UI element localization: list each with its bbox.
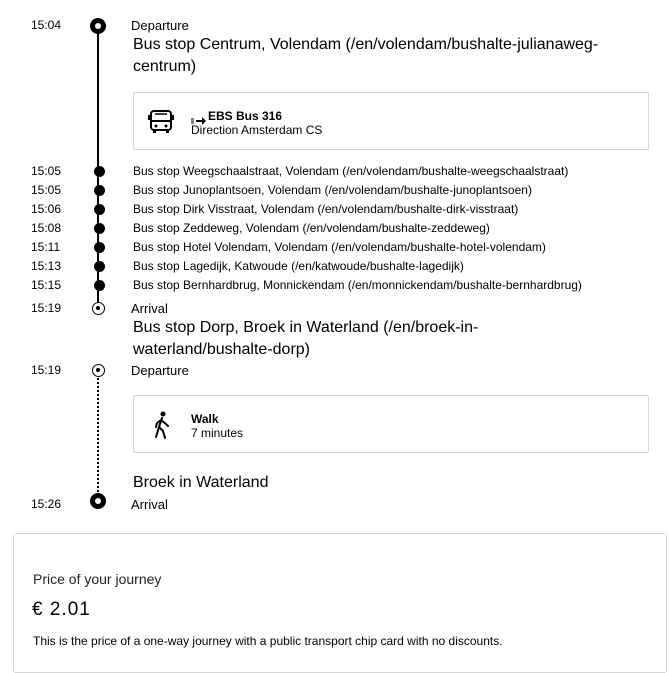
intermediate-stop-marker	[94, 280, 105, 291]
intermediate-stop-name[interactable]: Bus stop Lagedijk, Katwoude (/en/katwoude/bushalte-lagedijk)	[133, 259, 464, 273]
intermediate-stop-marker	[94, 204, 105, 215]
departure-time: 15:04	[31, 18, 62, 32]
transfer-departure-time: 15:19	[31, 363, 62, 377]
intermediate-stop-name[interactable]: Bus stop Weegschaalstraat, Volendam (/en/volendam/bushalte-weegschaalstraat)	[133, 164, 569, 178]
transfer-departure-marker	[92, 364, 105, 377]
intermediate-stop-marker	[94, 223, 105, 234]
intermediate-stop-time: 15:15	[31, 278, 62, 292]
intermediate-stop-time: 15:06	[31, 202, 62, 216]
intermediate-stop-name[interactable]: Bus stop Junoplantsoen, Volendam (/en/volendam/bushalte-junoplantsoen)	[133, 183, 532, 197]
intermediate-stop-name[interactable]: Bus stop Zeddeweg, Volendam (/en/volendam/bushalte-zeddeweg)	[133, 221, 490, 235]
price-panel	[13, 533, 667, 673]
transfer-arrival-marker	[92, 302, 105, 315]
bus-line-name: EBS Bus 316	[208, 109, 283, 123]
departure-stop-name[interactable]: Bus stop Centrum, Volendam (/en/volendam/bushalte-julianaweg-centrum)	[133, 36, 599, 75]
departure-label: Departure	[131, 18, 189, 33]
bus-direction: Direction Amsterdam CS	[191, 123, 323, 137]
intermediate-stop-time: 15:05	[31, 164, 62, 178]
intermediate-stop-marker	[94, 185, 105, 196]
transfer-stop-name[interactable]: Bus stop Dorp, Broek in Waterland (/en/broek-in-waterland/bushalte-dorp)	[133, 319, 479, 358]
intermediate-stop-name[interactable]: Bus stop Hotel Volendam, Volendam (/en/volendam/bushalte-hotel-volendam)	[133, 240, 546, 254]
transfer-arrival-time: 15:19	[31, 301, 62, 315]
destination-label: Arrival	[131, 497, 168, 512]
intermediate-stop-marker	[94, 166, 105, 177]
intermediate-stop-marker	[94, 242, 105, 253]
bus-icon	[148, 109, 174, 135]
price-amount: € 2.01	[32, 599, 91, 620]
ebs-arrow-icon	[191, 112, 206, 120]
intermediate-stop-marker	[94, 261, 105, 272]
intermediate-stop-time: 15:05	[31, 183, 62, 197]
intermediate-stop-name[interactable]: Bus stop Dirk Visstraat, Volendam (/en/volendam/bushalte-dirk-visstraat)	[133, 202, 519, 216]
price-heading: Price of your journey	[33, 571, 162, 587]
price-note: This is the price of a one-way journey with a public transport chip card with no discounts.	[33, 634, 503, 648]
walk-leg-card[interactable]	[133, 395, 649, 453]
timeline-walk-line	[97, 378, 99, 500]
intermediate-stop-time: 15:08	[31, 221, 62, 235]
intermediate-stop-name[interactable]: Bus stop Bernhardbrug, Monnickendam (/en/monnickendam/bushalte-bernhardbrug)	[133, 278, 582, 292]
transfer-arrival-label: Arrival	[131, 301, 168, 316]
intermediate-stop-time: 15:13	[31, 259, 62, 273]
walk-icon	[154, 411, 170, 439]
destination-name[interactable]: Broek in Waterland	[133, 474, 269, 491]
walk-duration: 7 minutes	[191, 426, 244, 440]
transfer-departure-label: Departure	[131, 363, 189, 378]
destination-time: 15:26	[31, 497, 62, 511]
bus-leg-card[interactable]	[133, 92, 649, 150]
intermediate-stop-time: 15:11	[31, 240, 61, 254]
walk-title: Walk	[191, 412, 219, 426]
departure-marker	[90, 18, 106, 34]
destination-marker	[90, 493, 106, 509]
